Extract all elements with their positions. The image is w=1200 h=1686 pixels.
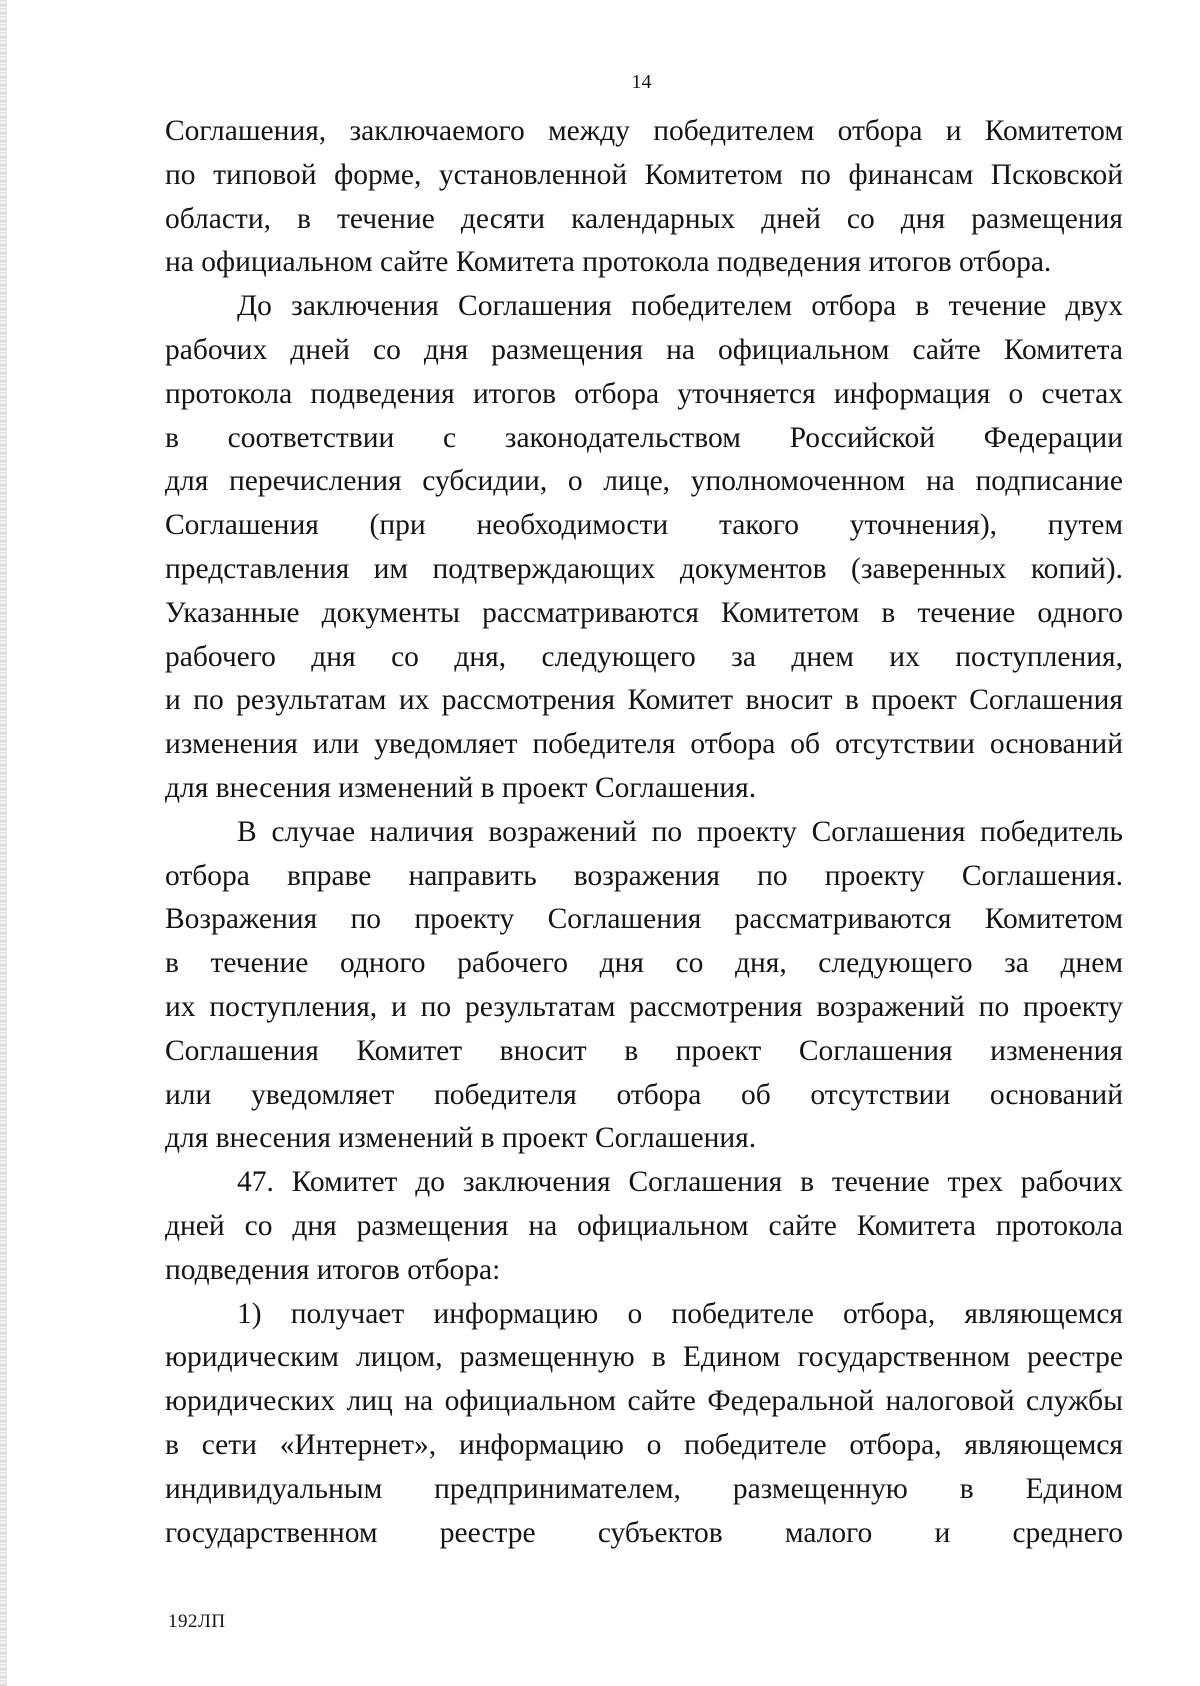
text-line: или уведомляет победителя отбора об отсутствии оснований (165, 1078, 1123, 1111)
text-line: для внесения изменений в проект Соглашения. (165, 771, 757, 804)
text-line: на официальном сайте Комитета протокола подведения итогов отбора. (165, 246, 1052, 279)
text-line: в течение одного рабочего дня со дня, следующего за днем (165, 947, 1123, 980)
text-line: рабочих дней со дня размещения на официальном сайте Комитета (165, 333, 1123, 366)
text-line: изменения или уведомляет победителя отбора об отсутствии оснований (165, 728, 1123, 761)
document-code: 192ЛП (168, 1611, 226, 1632)
text-line: протокола подведения итогов отбора уточняется информация о счетах (165, 377, 1123, 410)
text-line: их поступления, и по результатам рассмотрения возражений по проекту (165, 990, 1123, 1023)
paragraph (165, 1161, 1123, 1292)
text-line: представления им подтверждающих документов (заверенных копий). (165, 552, 1123, 585)
text-line: для внесения изменений в проект Соглашения. (165, 1122, 757, 1155)
text-line: подведения итогов отбора: (165, 1253, 501, 1286)
text-line: для перечисления субсидии, о лице, уполномоченном на подписание (165, 465, 1123, 498)
paragraph (165, 285, 1123, 811)
document-body (165, 110, 1123, 1555)
text-line: Соглашения Комитет вносит в проект Соглашения изменения (165, 1034, 1123, 1067)
scan-edge-decoration (0, 0, 7, 1686)
page-number: 14 (631, 71, 652, 93)
text-line: Возражения по проекту Соглашения рассматриваются Комитетом (165, 903, 1123, 936)
text-line: области, в течение десяти календарных дней со дня размещения (165, 202, 1123, 235)
text-line: Указанные документы рассматриваются Комитетом в течение одного (165, 596, 1123, 629)
paragraph (165, 110, 1123, 285)
text-line: юридических лиц на официальном сайте Федеральной налоговой службы (165, 1385, 1123, 1418)
text-line: Соглашения, заключаемого между победителем отбора и Комитетом (165, 115, 1123, 147)
paragraph (165, 1293, 1123, 1556)
text-line: юридическим лицом, размещенную в Едином государственном реестре (165, 1341, 1123, 1374)
paragraph (165, 811, 1123, 1161)
text-line: рабочего дня со дня, следующего за днем их поступления, (165, 640, 1123, 673)
text-line: Соглашения (при необходимости такого уточнения), путем (165, 509, 1123, 542)
text-line: в соответствии с законодательством Российской Федерации (165, 421, 1123, 454)
text-line: дней со дня размещения на официальном сайте Комитета протокола (165, 1209, 1123, 1242)
text-line: отбора вправе направить возражения по проекту Соглашения. (165, 859, 1123, 892)
text-line: государственном реестре субъектов малого и среднего (165, 1516, 1123, 1549)
text-line: по типовой форме, установленной Комитетом по финансам Псковской (165, 158, 1123, 191)
text-line: 47. Комитет до заключения Соглашения в течение трех рабочих (237, 1166, 1123, 1199)
text-line: индивидуальным предпринимателем, размещенную в Едином (165, 1472, 1123, 1505)
text-line: 1) получает информацию о победителе отбора, являющемся (237, 1297, 1123, 1330)
text-line: В случае наличия возражений по проекту Соглашения победитель (237, 815, 1123, 848)
text-line: До заключения Соглашения победителем отбора в течение двух (237, 290, 1123, 323)
text-line: в сети «Интернет», информацию о победителе отбора, являющемся (165, 1428, 1123, 1461)
text-line: и по результатам их рассмотрения Комитет вносит в проект Соглашения (165, 684, 1123, 717)
